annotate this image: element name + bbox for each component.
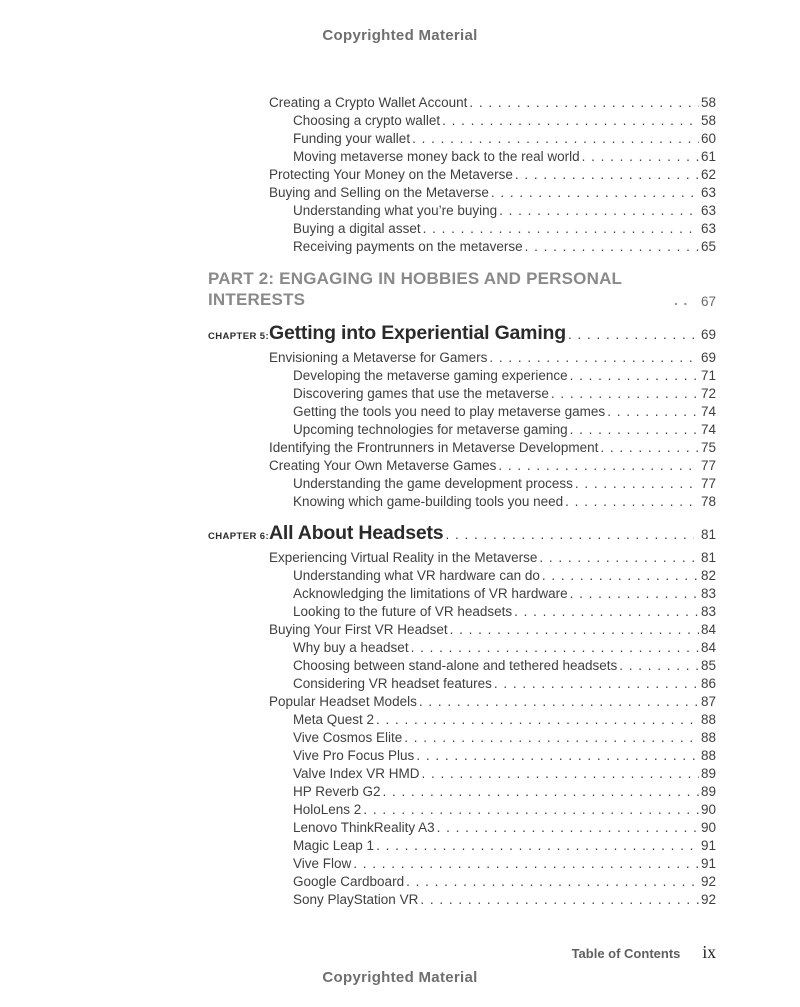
toc-entry-page: 62 bbox=[700, 167, 716, 182]
toc-entry bbox=[208, 348, 716, 366]
toc-entry-text: HoloLens 2 bbox=[293, 802, 362, 817]
toc-entry-text: Knowing which game-building tools you need bbox=[293, 494, 564, 509]
toc-entry-page: 90 bbox=[700, 802, 716, 817]
dot-leader bbox=[575, 475, 699, 492]
toc-entry bbox=[208, 201, 716, 219]
toc-chapter-page: 81 bbox=[700, 527, 716, 542]
dot-leader bbox=[600, 439, 699, 456]
toc-entry-page: 60 bbox=[700, 131, 716, 146]
toc-entry bbox=[208, 438, 716, 456]
dot-leader bbox=[619, 657, 699, 674]
toc-entry-page: 77 bbox=[700, 458, 716, 473]
toc-entry-page: 78 bbox=[700, 494, 716, 509]
toc-entry bbox=[208, 492, 716, 510]
dot-leader bbox=[499, 202, 699, 219]
toc-entry-text: Protecting Your Money on the Metaverse bbox=[269, 167, 513, 182]
dot-leader bbox=[607, 403, 699, 420]
dot-leader bbox=[422, 765, 699, 782]
toc-entry bbox=[208, 836, 716, 854]
toc-entry bbox=[208, 219, 716, 237]
dot-leader bbox=[539, 549, 699, 566]
toc-entry-text: Vive Cosmos Elite bbox=[293, 730, 403, 745]
toc-entry-page: 91 bbox=[700, 856, 716, 871]
toc-entry-text: Valve Index VR HMD bbox=[293, 766, 420, 781]
toc-entry-text: Buying a digital asset bbox=[293, 221, 421, 236]
toc-entry-page: 72 bbox=[700, 386, 716, 401]
dot-leader bbox=[570, 421, 699, 438]
toc-chapter-heading bbox=[208, 522, 716, 546]
toc-entry bbox=[208, 237, 716, 255]
toc-entry bbox=[208, 764, 716, 782]
toc-entry-page: 63 bbox=[700, 221, 716, 236]
toc-entry-page: 61 bbox=[700, 149, 716, 164]
toc-entry-page: 88 bbox=[700, 730, 716, 745]
toc-entry bbox=[208, 638, 716, 656]
toc-entry-text: Understanding the game development process bbox=[293, 476, 573, 491]
toc-entry-text: Looking to the future of VR headsets bbox=[293, 604, 513, 619]
toc-entry-page: 86 bbox=[700, 676, 716, 691]
toc-entry-page: 58 bbox=[700, 95, 716, 110]
toc-entry bbox=[208, 602, 716, 620]
toc-entry bbox=[208, 111, 716, 129]
toc-entry-page: 92 bbox=[700, 874, 716, 889]
dot-leader bbox=[570, 367, 699, 384]
dot-leader bbox=[582, 148, 699, 165]
toc-entry-text: Sony PlayStation VR bbox=[293, 892, 419, 907]
toc-entry-text: Vive Pro Focus Plus bbox=[293, 748, 415, 763]
dot-leader bbox=[469, 94, 699, 111]
toc-entry-text: Experiencing Virtual Reality in the Metaverse bbox=[269, 550, 538, 565]
toc-entry-page: 90 bbox=[700, 820, 716, 835]
toc-chapter-title: Getting into Experiential Gaming bbox=[269, 322, 566, 344]
toc-entry-page: 83 bbox=[700, 604, 716, 619]
toc-entry-page: 88 bbox=[700, 748, 716, 763]
toc-entry bbox=[208, 710, 716, 728]
toc-entry-text: Receiving payments on the metaverse bbox=[293, 239, 523, 254]
toc-entry bbox=[208, 93, 716, 111]
dot-leader bbox=[515, 166, 699, 183]
dot-leader bbox=[406, 873, 699, 890]
dot-leader bbox=[551, 385, 699, 402]
toc-entry-page: 75 bbox=[700, 440, 716, 455]
toc-entry bbox=[208, 402, 716, 420]
footer-section-label: Table of Contents bbox=[571, 946, 681, 961]
toc-entry-page: 85 bbox=[700, 658, 716, 673]
toc-entry-page: 69 bbox=[700, 350, 716, 365]
bottom-watermark: Copyrighted Material bbox=[322, 969, 478, 986]
dot-leader bbox=[423, 220, 699, 237]
dot-leader bbox=[525, 238, 699, 255]
toc-chapter-page: 69 bbox=[700, 327, 716, 342]
dot-leader bbox=[450, 621, 699, 638]
toc-entry bbox=[208, 548, 716, 566]
toc-entry-text: Developing the metaverse gaming experience bbox=[293, 368, 568, 383]
dot-leader bbox=[494, 675, 699, 692]
toc-entry-page: 83 bbox=[700, 586, 716, 601]
toc-entry-text: Discovering games that use the metaverse bbox=[293, 386, 549, 401]
toc-entry bbox=[208, 854, 716, 872]
toc-entry-text: Lenovo ThinkReality A3 bbox=[293, 820, 435, 835]
dot-leader bbox=[445, 527, 694, 542]
dot-leader bbox=[420, 891, 699, 908]
dot-leader bbox=[416, 747, 699, 764]
toc-chapter-heading bbox=[208, 322, 716, 346]
toc-entry bbox=[208, 474, 716, 492]
toc-entry-page: 92 bbox=[700, 892, 716, 907]
toc-entry bbox=[208, 566, 716, 584]
toc-entry-text: Creating Your Own Metaverse Games bbox=[269, 458, 497, 473]
toc-entry bbox=[208, 818, 716, 836]
toc-chapter-label: CHAPTER 5: bbox=[208, 331, 270, 342]
page-footer bbox=[208, 942, 716, 963]
toc-entry bbox=[208, 165, 716, 183]
toc-entry bbox=[208, 890, 716, 908]
toc-entry-text: Buying and Selling on the Metaverse bbox=[269, 185, 489, 200]
toc-entry-page: 65 bbox=[700, 239, 716, 254]
toc-entry-page: 91 bbox=[700, 838, 716, 853]
toc-entry-page: 71 bbox=[700, 368, 716, 383]
toc-entry-text: HP Reverb G2 bbox=[293, 784, 381, 799]
dot-leader bbox=[514, 603, 699, 620]
toc-entry bbox=[208, 147, 716, 165]
dot-leader bbox=[565, 493, 699, 510]
toc-entry-text: Choosing between stand-alone and tethered headsets bbox=[293, 658, 618, 673]
toc-entry bbox=[208, 129, 716, 147]
toc-entry-text: Upcoming technologies for metaverse gaming bbox=[293, 422, 568, 437]
toc-entry bbox=[208, 384, 716, 402]
toc-entry-text: Understanding what you’re buying bbox=[293, 203, 498, 218]
toc-entry-page: 87 bbox=[700, 694, 716, 709]
toc-entry bbox=[208, 728, 716, 746]
toc-entry-page: 63 bbox=[700, 203, 716, 218]
toc-entry-text: Understanding what VR hardware can do bbox=[293, 568, 540, 583]
dot-leader bbox=[412, 130, 699, 147]
toc bbox=[208, 93, 716, 908]
toc-entry-page: 58 bbox=[700, 113, 716, 128]
toc-chapter-label: CHAPTER 6: bbox=[208, 531, 270, 542]
dot-leader bbox=[376, 837, 699, 854]
toc-entry-text: Getting the tools you need to play metaverse games bbox=[293, 404, 606, 419]
toc-entry-text: Why buy a headset bbox=[293, 640, 409, 655]
toc-entry-page: 89 bbox=[700, 766, 716, 781]
dot-leader bbox=[353, 855, 699, 872]
toc-entry bbox=[208, 746, 716, 764]
toc-entry-text: Magic Leap 1 bbox=[293, 838, 375, 853]
toc-entry-page: 84 bbox=[700, 622, 716, 637]
toc-entry bbox=[208, 620, 716, 638]
dot-leader bbox=[568, 327, 694, 342]
toc-entry bbox=[208, 456, 716, 474]
dot-leader bbox=[376, 711, 699, 728]
toc-entry bbox=[208, 782, 716, 800]
toc-part-heading bbox=[208, 268, 716, 310]
dot-leader bbox=[363, 801, 699, 818]
toc-entry-text: Vive Flow bbox=[293, 856, 352, 871]
dot-leader bbox=[404, 729, 699, 746]
toc-entry-text: Acknowledging the limitations of VR hardware bbox=[293, 586, 568, 601]
toc-entry-page: 81 bbox=[700, 550, 716, 565]
toc-entry-text: Buying Your First VR Headset bbox=[269, 622, 448, 637]
toc-entry-text: Envisioning a Metaverse for Gamers bbox=[269, 350, 488, 365]
toc-entry bbox=[208, 420, 716, 438]
dot-leader bbox=[674, 293, 694, 310]
footer-page-number: ix bbox=[702, 942, 716, 962]
dot-leader bbox=[383, 783, 699, 800]
dot-leader bbox=[442, 112, 699, 129]
dot-leader bbox=[498, 457, 699, 474]
toc-entry-page: 77 bbox=[700, 476, 716, 491]
toc-chapter-title: All About Headsets bbox=[269, 522, 444, 544]
toc-entry-text: Considering VR headset features bbox=[293, 676, 492, 691]
toc-entry-page: 63 bbox=[700, 185, 716, 200]
dot-leader bbox=[542, 567, 699, 584]
toc-entry-page: 74 bbox=[700, 422, 716, 437]
toc-entry bbox=[208, 800, 716, 818]
toc-entry-text: Moving metaverse money back to the real world bbox=[293, 149, 580, 164]
dot-leader bbox=[437, 819, 699, 836]
dot-leader bbox=[411, 639, 699, 656]
toc-entry bbox=[208, 872, 716, 890]
toc-entry-text: Popular Headset Models bbox=[269, 694, 417, 709]
toc-entry bbox=[208, 656, 716, 674]
toc-entry-text: Funding your wallet bbox=[293, 131, 411, 146]
toc-entry-page: 89 bbox=[700, 784, 716, 799]
toc-entry-text: Creating a Crypto Wallet Account bbox=[269, 95, 468, 110]
toc-entry-text: Choosing a crypto wallet bbox=[293, 113, 441, 128]
toc-entry-page: 74 bbox=[700, 404, 716, 419]
toc-entry-page: 88 bbox=[700, 712, 716, 727]
toc-entry-text: Identifying the Frontrunners in Metaverse Development bbox=[269, 440, 599, 455]
toc-entry bbox=[208, 584, 716, 602]
dot-leader bbox=[489, 349, 699, 366]
toc-part-title: PART 2: ENGAGING IN HOBBIES AND PERSONAL INTERESTS bbox=[208, 269, 622, 309]
toc-entry-page: 82 bbox=[700, 568, 716, 583]
toc-entry-text: Meta Quest 2 bbox=[293, 712, 375, 727]
toc-part-page: 67 bbox=[700, 294, 716, 309]
top-watermark: Copyrighted Material bbox=[322, 27, 478, 44]
dot-leader bbox=[491, 184, 699, 201]
dot-leader bbox=[570, 585, 699, 602]
toc-entry bbox=[208, 366, 716, 384]
toc-entry bbox=[208, 183, 716, 201]
dot-leader bbox=[419, 693, 699, 710]
toc-entry bbox=[208, 674, 716, 692]
toc-entry bbox=[208, 692, 716, 710]
toc-entry-page: 84 bbox=[700, 640, 716, 655]
toc-entry-text: Google Cardboard bbox=[293, 874, 405, 889]
